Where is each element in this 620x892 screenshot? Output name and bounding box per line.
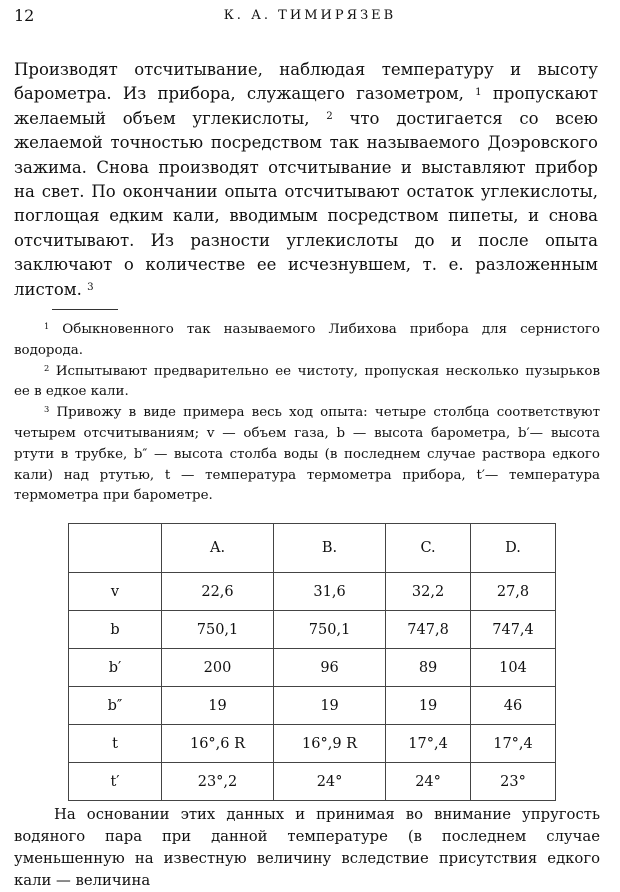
table-cell: 16°,6 R <box>162 725 274 763</box>
footnote-1 <box>14 320 600 362</box>
table-row <box>69 649 556 687</box>
footnote-marker: 2 <box>44 362 50 373</box>
row-label: v <box>69 573 162 611</box>
table-header-cell: C. <box>386 524 471 573</box>
table-cell: 23° <box>471 763 556 801</box>
footnote-text: Испытывают предварительно ее чистоту, пропуская несколько пузырьков ее в едкое кали. <box>14 363 600 400</box>
table-header-cell: A. <box>162 524 274 573</box>
table-cell: 24° <box>386 763 471 801</box>
running-head: К. А. ТИМИРЯЗЕВ <box>223 8 397 23</box>
page-number: 12 <box>14 6 35 25</box>
table-cell: 27,8 <box>471 573 556 611</box>
row-label: b′ <box>69 649 162 687</box>
table-row <box>69 725 556 763</box>
table-row <box>69 611 556 649</box>
footnote-ref-1[interactable]: 1 <box>475 86 482 98</box>
footnote-divider <box>52 309 118 310</box>
table-cell: 89 <box>386 649 471 687</box>
table-cell: 19 <box>386 687 471 725</box>
footnote-3 <box>14 403 600 507</box>
table-cell: 17°,4 <box>386 725 471 763</box>
table-row <box>69 573 556 611</box>
table-cell: 19 <box>162 687 274 725</box>
main-paragraph-text <box>14 58 598 302</box>
footnote-text: Привожу в виде примера весь ход опыта: четыре столбца соответствуют четырем отсчитываниям; v — объем газа, b — высота барометра, b′— высота ртути в трубке, b″ — высота столба воды (в последнем случае раствора едкого кали) над ртутью, t — температура термометра прибора, t′— температура термометра при барометре. <box>14 405 600 504</box>
table-cell: 750,1 <box>162 611 274 649</box>
table-row <box>69 687 556 725</box>
main-paragraph <box>14 58 598 302</box>
footnote-ref-2[interactable]: 2 <box>326 111 333 123</box>
row-label: b <box>69 611 162 649</box>
bottom-paragraph-text: На основании этих данных и принимая во внимание упругость водяного пара при данной температуре (в последнем случае уменьшенную на известную величину вследствие присутствия едкого кали — величина <box>14 806 600 889</box>
data-table <box>68 523 556 801</box>
footnote-2 <box>14 362 600 404</box>
table-cell: 23°,2 <box>162 763 274 801</box>
table-cell: 24° <box>274 763 386 801</box>
main-text-part-3: что достигается со всею желаемой точностью посредством так называемого Доэровского зажима. Снова производят отсчитывание и выставляют прибор на свет. По окончании опыта отсчитывают остаток углекислоты, поглощая едким кали, вводимым посредством пипеты, и снова отсчитывают. Из разности углекислоты до и после опыта заключают о количестве ее исчезнувшем, т. е. разложенным листом. <box>14 108 598 299</box>
bottom-paragraph <box>14 804 600 892</box>
row-label: b″ <box>69 687 162 725</box>
footnote-ref-3[interactable]: 3 <box>87 282 94 294</box>
table-row <box>69 763 556 801</box>
table-cell: 747,8 <box>386 611 471 649</box>
table-cell: 22,6 <box>162 573 274 611</box>
table-header-cell <box>69 524 162 573</box>
table-cell: 104 <box>471 649 556 687</box>
row-label: t′ <box>69 763 162 801</box>
table-cell: 31,6 <box>274 573 386 611</box>
table-cell: 19 <box>274 687 386 725</box>
table-cell: 32,2 <box>386 573 471 611</box>
table-cell: 16°,9 R <box>274 725 386 763</box>
footnotes <box>14 320 600 507</box>
table-cell: 750,1 <box>274 611 386 649</box>
table-cell: 46 <box>471 687 556 725</box>
main-text-part-1: Производят отсчитывание, наблюдая температуру и высоту барометра. Из прибора, служащего газометром, <box>14 60 598 104</box>
table-cell: 200 <box>162 649 274 687</box>
row-label: t <box>69 725 162 763</box>
footnote-text: Обыкновенного так называемого Либихова прибора для сернистого водорода. <box>14 322 600 358</box>
table-header-cell: D. <box>471 524 556 573</box>
main-text-part-2: пропускают желаемый объем углекислоты, <box>14 84 598 128</box>
table-header-row <box>69 524 556 573</box>
table-cell: 747,4 <box>471 611 556 649</box>
footnote-marker: 3 <box>44 404 50 415</box>
table-cell: 17°,4 <box>471 725 556 763</box>
footnote-marker: 1 <box>44 321 50 332</box>
table-cell: 96 <box>274 649 386 687</box>
table-header-cell: B. <box>274 524 386 573</box>
